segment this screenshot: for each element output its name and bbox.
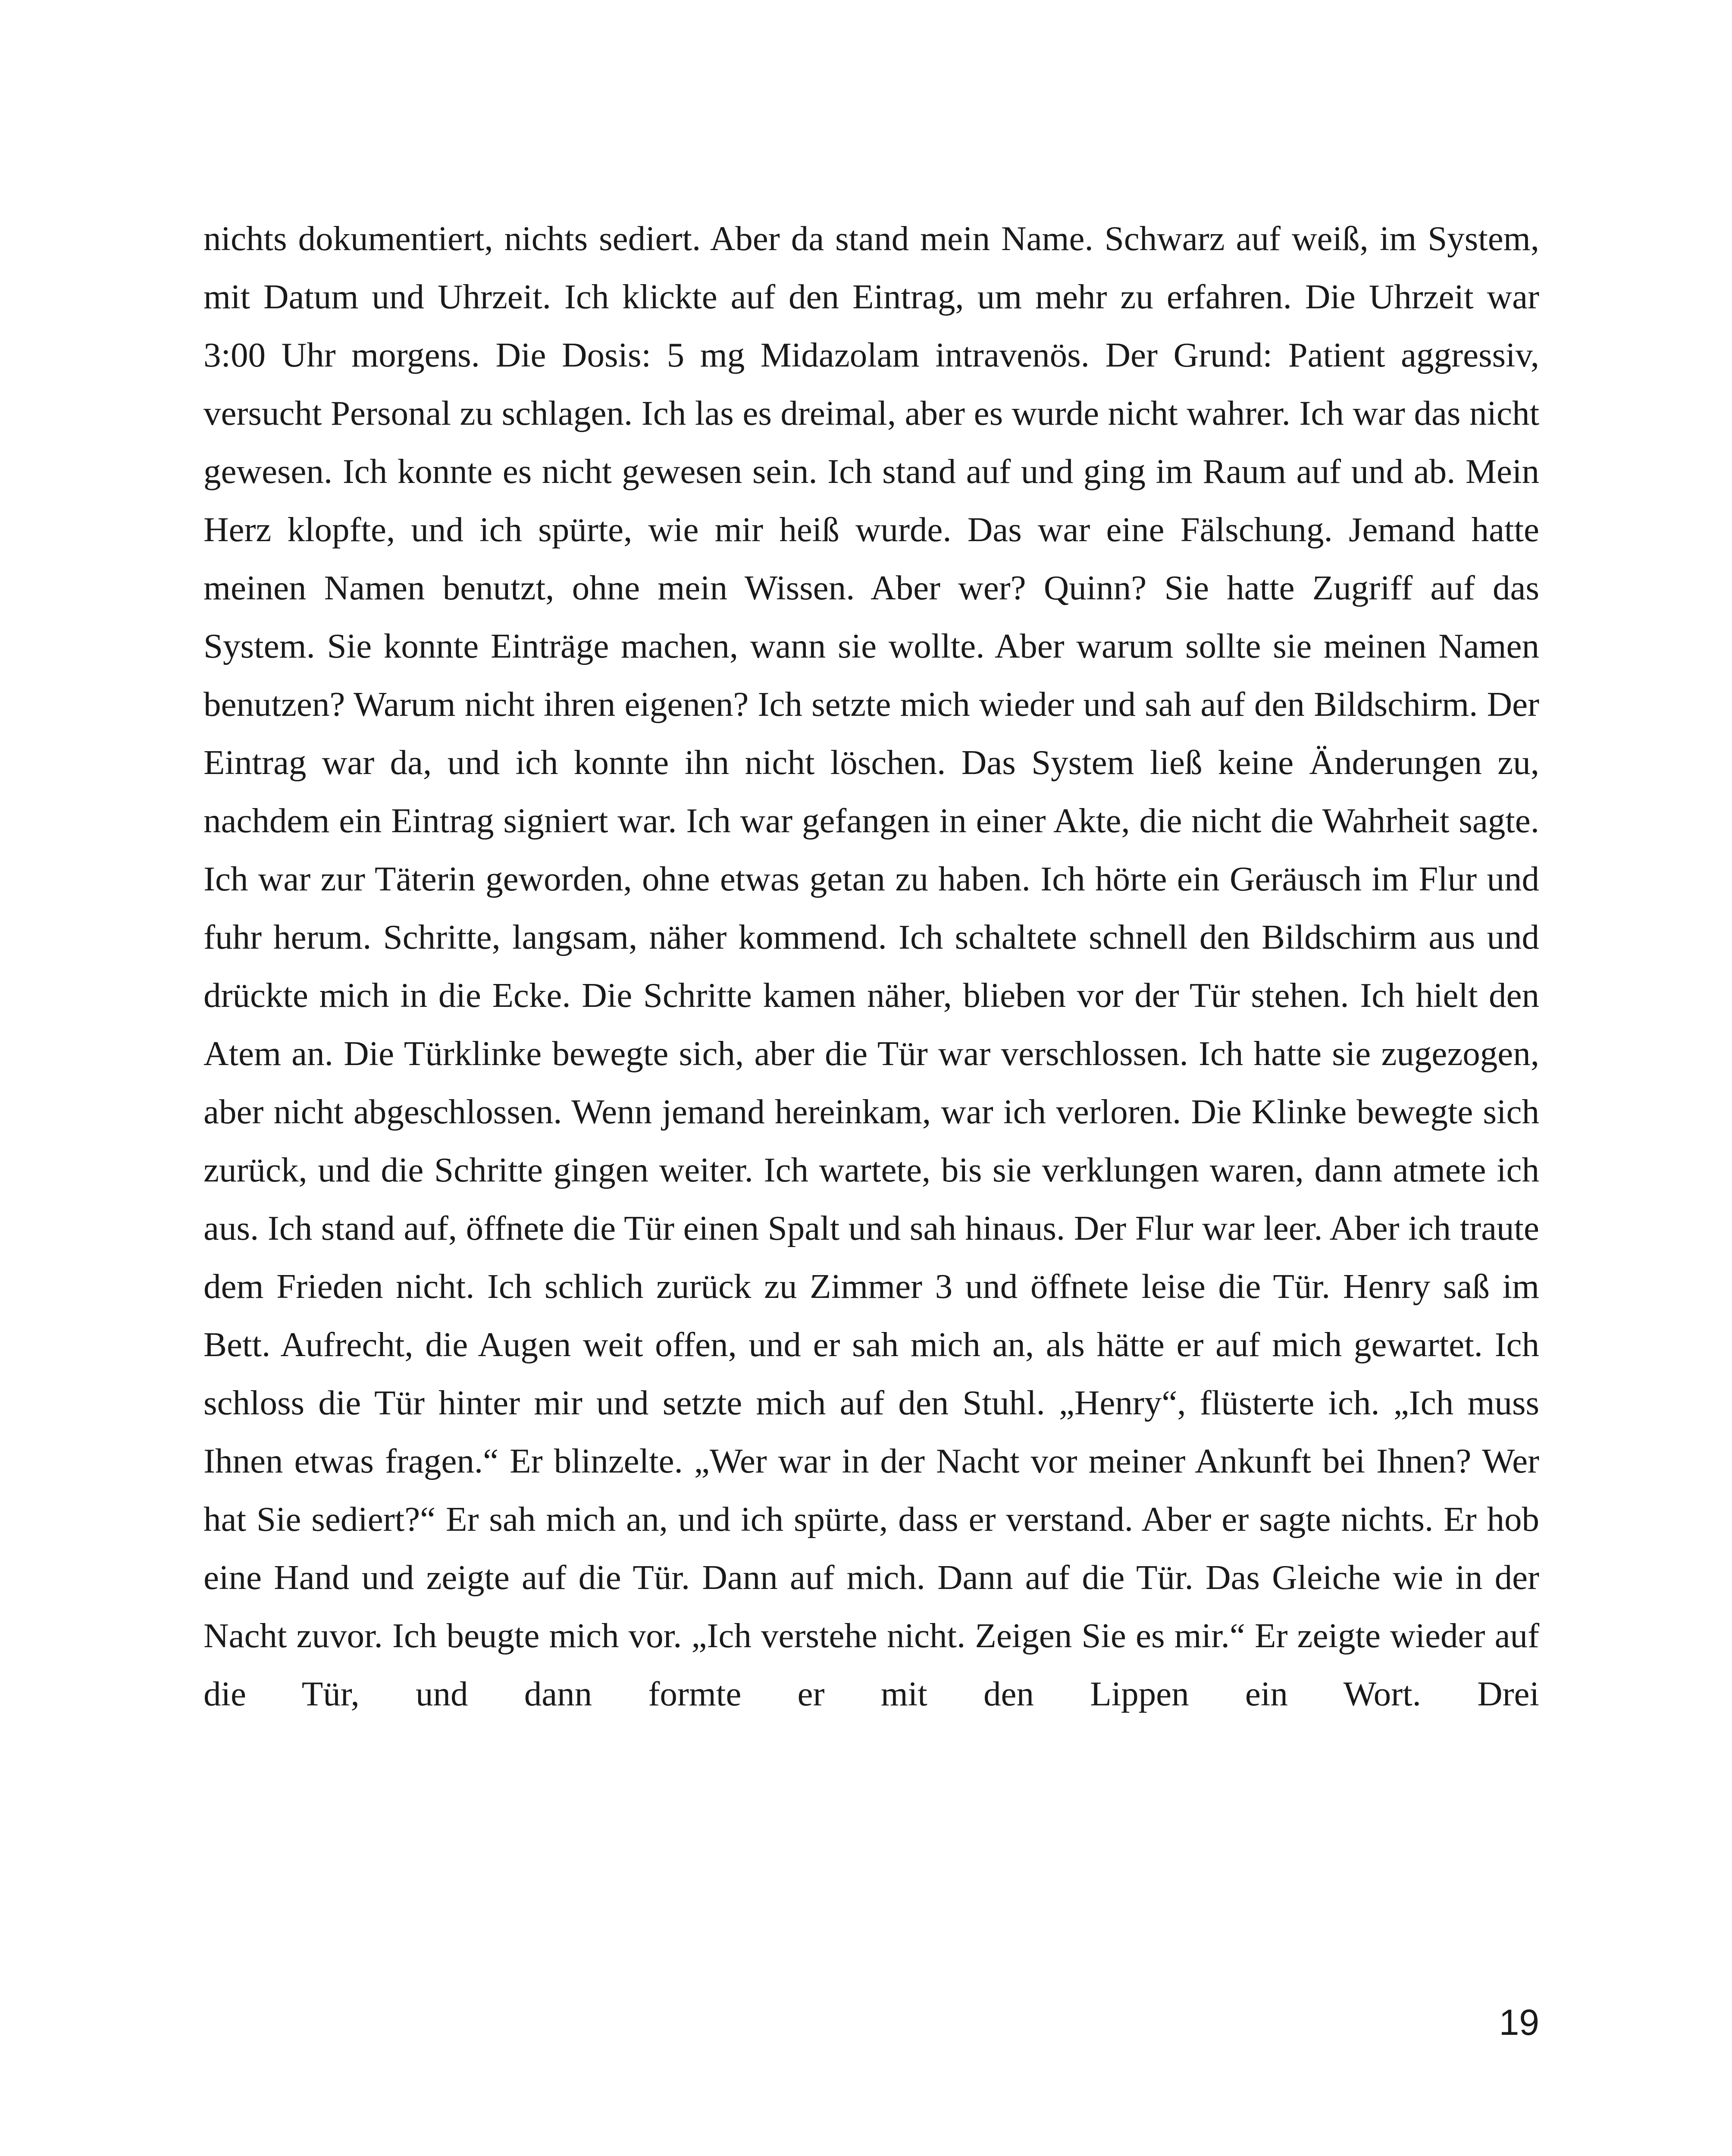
body-paragraph: nichts dokumentiert, nichts sediert. Aber da stand mein Name. Schwarz auf weiß, im System, mit Datum und Uhrzeit. Ich klickte auf den Eintrag, um mehr zu erfahren. Die Uhrzeit war 3:00 Uhr morgens. Die Dosis: 5 mg Midazolam intravenös. Der Grund: Patient aggressiv, versucht Personal zu schlagen. Ich las es dreimal, aber es wurde nicht wahrer. Ich war das nicht gewesen. Ich konnte es nicht gewesen sein. Ich stand auf und ging im Raum auf und ab. Mein Herz klopfte, und ich spürte, wie mir heiß wurde. Das war eine Fälschung. Jemand hatte meinen Namen benutzt, ohne mein Wissen. Aber wer? Quinn? Sie hatte Zugriff auf das System. Sie konnte Einträge machen, wann sie wollte. Aber warum sollte sie meinen Namen benutzen? Warum nicht ihren eigenen? Ich setzte mich wieder und sah auf den Bildschirm. Der Eintrag war da, und ich konnte ihn nicht löschen. Das System ließ keine Änderungen zu, nachdem ein Eintrag signiert war. Ich war gefangen in einer Akte, die nicht die Wahrheit sagte. Ich war zur Täterin geworden, ohne etwas getan zu haben. Ich hörte ein Geräusch im Flur und fuhr herum. Schritte, langsam, näher kommend. Ich schaltete schnell den Bildschirm aus und drückte mich in die Ecke. Die Schritte kamen näher, blieben vor der Tür stehen. Ich hielt den Atem an. Die Türklinke bewegte sich, aber die Tür war verschlossen. Ich hatte sie zugezogen, aber nicht abgeschlossen. Wenn jemand hereinkam, war ich verloren. Die Klinke bewegte sich zurück, und die Schritte gingen weiter. Ich wartete, bis sie verklungen waren, dann atmete ich aus. Ich stand auf, öffnete die Tür einen Spalt und sah hinaus. Der Flur war leer. Aber ich traute dem Frieden nicht. Ich schlich zurück zu Zimmer 3 und öffnete leise die Tür. Henry saß im Bett. Aufrecht, die Augen weit offen, und er sah mich an, als hätte er auf mich gewartet. Ich schloss die Tür hinter mir und setzte mich auf den Stuhl. „Henry“, flüsterte ich. „Ich muss Ihnen etwas fragen.“ Er blinzelte. „Wer war in der Nacht vor meiner Ankunft bei Ihnen? Wer hat Sie sediert?“ Er sah mich an, und ich spürte, dass er verstand. Aber er sagte nichts. Er hob eine Hand und zeigte auf die Tür. Dann auf mich. Dann auf die Tür. Das Gleiche wie in der Nacht zuvor. Ich beugte mich vor. „Ich verstehe nicht. Zeigen Sie es mir.“ Er zeigte wieder auf die Tür, und dann formte er mit den Lippen ein Wort. Drei bbox=[204, 219, 1539, 1713]
page-number: 19 bbox=[1499, 2002, 1539, 2043]
